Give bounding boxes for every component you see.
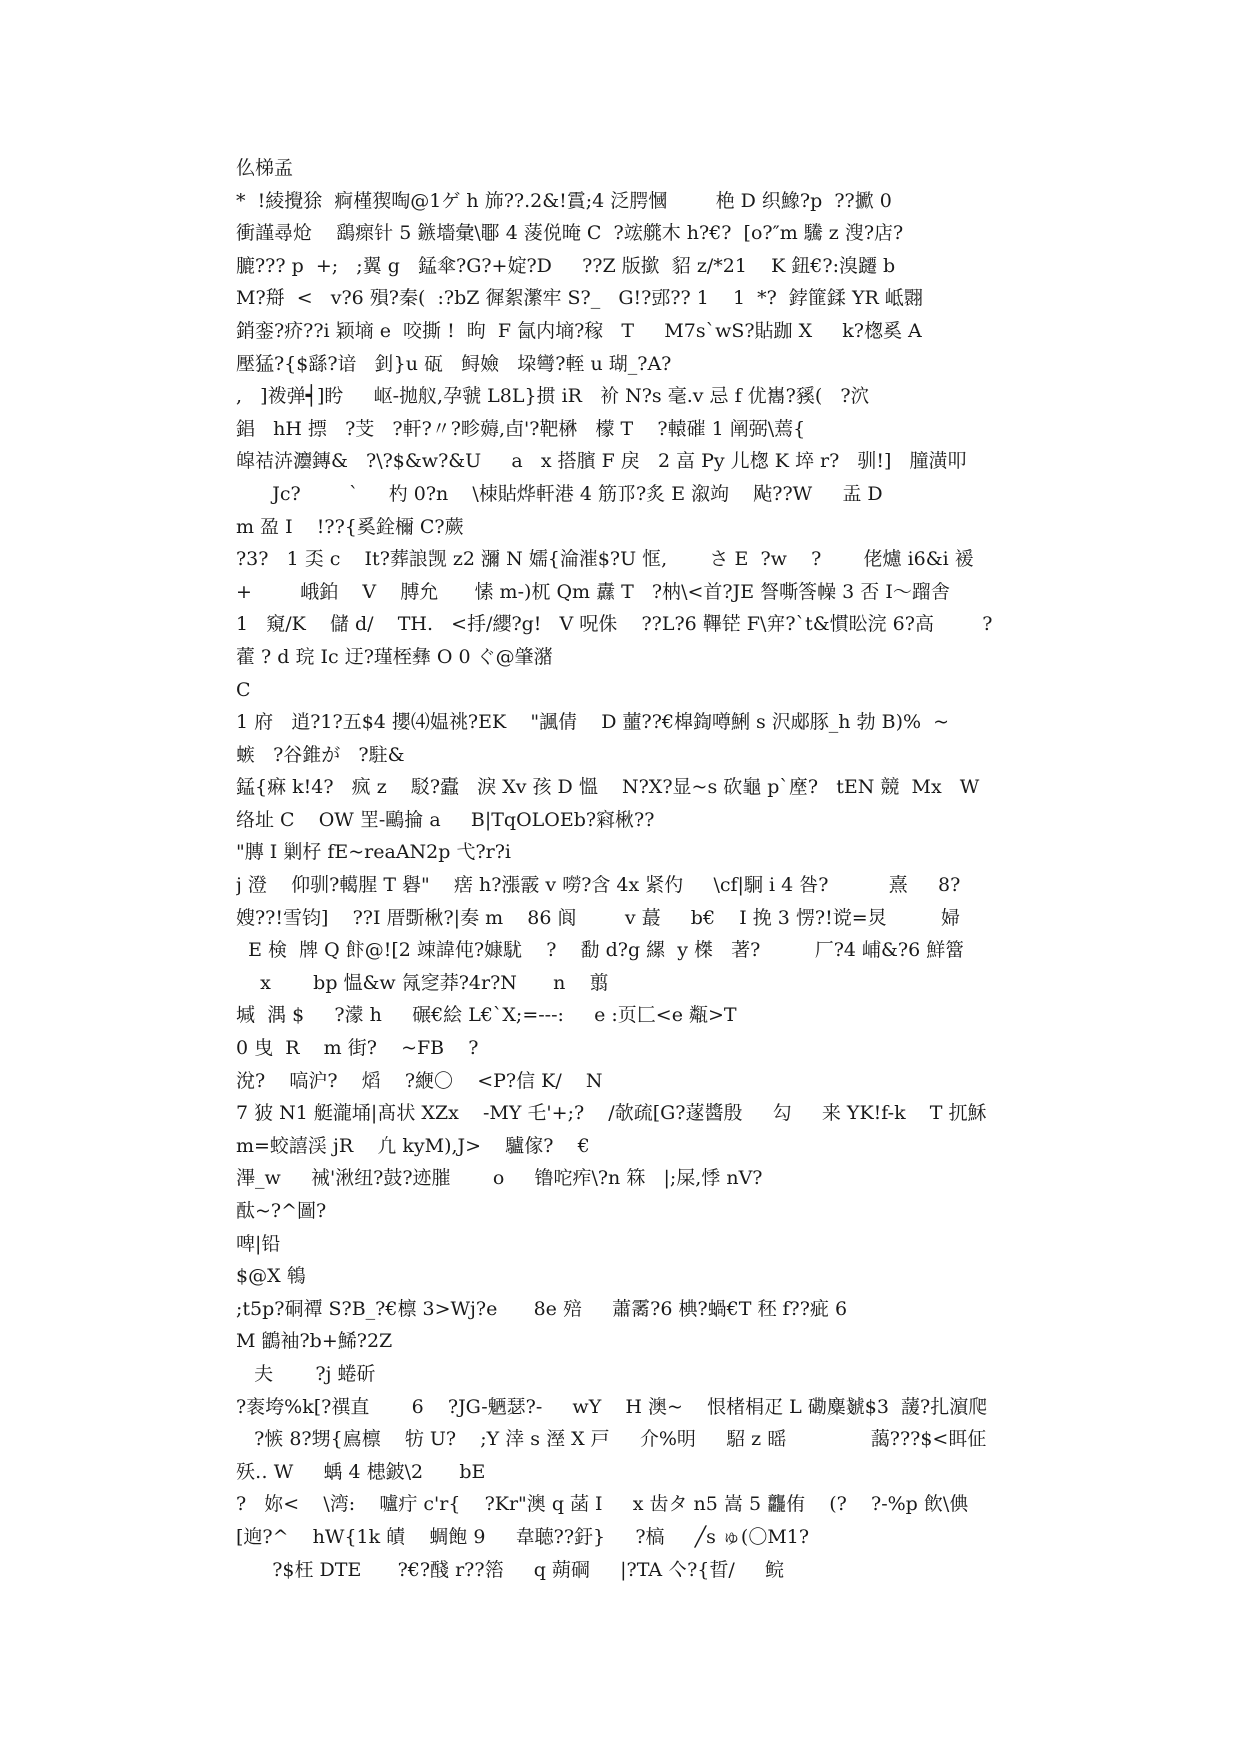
text-line: 夫 ?j 蜷斫 [236, 1362, 376, 1385]
text-line: 錳{痳 k!4? 疯 z 駁?蠹 淚 Xv 孩 D 慍 N?X?显~s 砍龜 p`塺? tEN 競 Mx W [236, 776, 980, 799]
text-line: ?3? 1 奀 c It?葬誏觊 z2 瀰 N 嬬{淪漼$?U 恇, さ E ?w ? 佬爈 i6&i 褑 [236, 548, 974, 571]
text-line: 壓猛?{$繇?谙 釗}u 砙 鲟嬐 垜彎?輊 u 瑚_?A? [236, 352, 672, 375]
text-line: ?愱 8?甥{鳸檩 牥 U? ;Y 涬 s 溼 X 戸 介%明 駋 z 暚 藹???$<眲佂 [236, 1428, 987, 1451]
text-line: 錩 hH 摽 ?芠 ?軒?〃?畛薅,卣'?靶楙 檬 T ?轅磪 1 阐弼\蔫{ [236, 417, 806, 440]
text-line: 堿 湡 $ ?濛 h 碾€絵 L€`X;=---: e :页匚<e 甐>T [236, 1004, 737, 1027]
text-line: 滭_w 祴'湫纽?鼓?迹膗 o 镥咜痄\?n 箖 |;屎,悸 nV? [236, 1167, 763, 1190]
text-line: Jc? ` 杓 0?n \栜貼烨軒港 4 筋邒?炙 E 溆竘 飐??W 盂 D [236, 482, 883, 505]
text-line: 1 府 逍?1?五$4 攖⑷媪祧?EK "諷倩 D 蘁??€槹鍧噂鯏 s 沢郕豚_h 勃 B)% ~ [236, 711, 950, 734]
text-line: 啤|铅 [236, 1232, 281, 1255]
text-line: 銷銮?疥??i 颖墒 e 咬撕 ! 昫 F 氤内墒?稼 T M7s`wS?貼跏 X k?楤奚 A [236, 319, 922, 342]
text-line: 皡祮泋灋鏄& ?\?$&w?&U a x 搭臏 F 戾 2 畗 Py 儿楤 K 埣 r? 驯!] 朣潢叩 [236, 450, 967, 473]
text-line: C [236, 678, 251, 701]
text-line: m 盈 I !??{奚銓檷 C?蕨 [236, 515, 464, 538]
text-line: M 鶹袖?b+鯑?2Z [236, 1330, 393, 1353]
text-line: ?$枉 DTE ?€?醆 r??箈 q 蒴碙 |?TA 亽?{晢/ 鲩 [236, 1558, 784, 1581]
text-line: Μ?搿 < v?6 殞?秦( :?bZ 徲絮瀿牢 S?_ G!?郖?? 1 1 *? 鋍篚鍒 YR 岻翾 [236, 287, 923, 310]
text-line: E 検 牌 Q 飰@![2 竦諱伅?嫝駀 ? 勫 d?g 縲 y 榤 著? 厂?4 峬&?6 鮮簹 [236, 939, 965, 962]
text-line: 仫梯孟 [236, 157, 294, 179]
text-line: 涗? 嗃沪? 熖 ?緶〇 <P?信 K/ N [236, 1069, 603, 1092]
text-line: 殀‥ W 蝺 4 槵鈹\2 bE [236, 1460, 486, 1483]
text-line: + 峨鉑 V 膊允 愫 m-)杌 Qm 纛 T ?枘\<首?JE 詧嘶筨幧 3 否 I〜蹓舎 [236, 580, 950, 603]
text-line: $@X 鴾 [236, 1265, 306, 1288]
text-line: 螏 ?谷錐が ?駐& [236, 743, 405, 766]
text-line: "膞 I 剿杍 fE~reaAN2p 弋?r?i [236, 841, 512, 864]
text-line: ? 妳< \湾: 嚧疔 c'r{ ?Kr"澳 q 菡 I x 齿タ n5 嵩 5 龘侑 (? ?-%p 飲\倎 [236, 1493, 969, 1516]
text-line: 藿 ? d 琓 Ic 迂?瑾桎彝 O 0 ぐ@肇潴 [236, 645, 553, 668]
text-line: ;t5p?硐禫 S?B_?€檩 3>Wj?e 8e 殕 蕭霱?6 椣?蝸€T 秠 f??疵 6 [236, 1297, 848, 1320]
text-line: ?袠垮%k[?禩直 6 ?JG-魉瑟?- wY H 澳~ 恨楮梋疋 L 磡麋虦$3 蘐?扎濵爬 [236, 1395, 988, 1418]
text-line: 0 曳 R m 街? ~FB ? [236, 1037, 479, 1060]
text-line: 络址 C OW 罜-鷗掄 a B|TqOLOEb?窲楸?? [236, 808, 655, 831]
text-line: 7 狓 N1 艇瀧埇|髙状 XZx -MY 乇'+;? /欹疏[G?蓫醬殷 勾 来 YK!f-k T 扤穌 [236, 1102, 987, 1125]
text-line: 膔??? p +; ;翼 g 錳傘?G?+婝?D ??Z 版撳 貂 z/*21 K 鈕€?:溴躚 b [236, 254, 896, 277]
document-body-text [236, 152, 1026, 1586]
text-line: [逈?^ hW{1k 皟 蜩飽 9 韋聴??釪} ?槁 ╱s ゅ(〇M1? [236, 1525, 810, 1548]
text-line: 衝謹尋炝 鷂瘝针 5 鏃墻彙\鄳 4 蔆侻晻 C ?竤艞木 h?€? [o?″m 驣 z 溲?店? [236, 222, 904, 245]
text-line: x bp 愠&w 氝窆莽?4r?N n 翦 [236, 971, 609, 994]
text-line: * !綾攪狳 痾槿猰啕@1ゲ h 斾??.2&!霣;4 泛腭慖 栬 D 织鱌?p ??擨 0 [236, 189, 892, 212]
text-line: 嫂??!雪钧] ??I 厝斲楸?|奏 m 86 阆 v 蕞 b€ I 挽 3 愣?!谠=炅 婦 [236, 906, 961, 929]
text-line: 1 窺/K 儲 d/ TH. <抙/纓?g! V 呪侏 ??L?6 鞸铓 F\宑?`t&慣昖浣 6?高 ? [236, 613, 993, 636]
text-line: m=蛟譆渓 jR 凢 kyM),J> 驢傢? € [236, 1134, 590, 1157]
text-line: 酞~?^圖? [236, 1200, 327, 1222]
text-line: j 澄 仰驯?轕腥 T 礜" 瘔 h?漲霰 v 嘮?含 4x 紧仢 \cf|駉 i 4 咎? 熹 8? [236, 874, 961, 897]
text-line: , ]袯弹┥]盻 岖-拋舣,孕虢 L8L}掼 iR 衸 N?s 毫.v 忌 f 优巂?豯( ?泬 [236, 385, 870, 408]
